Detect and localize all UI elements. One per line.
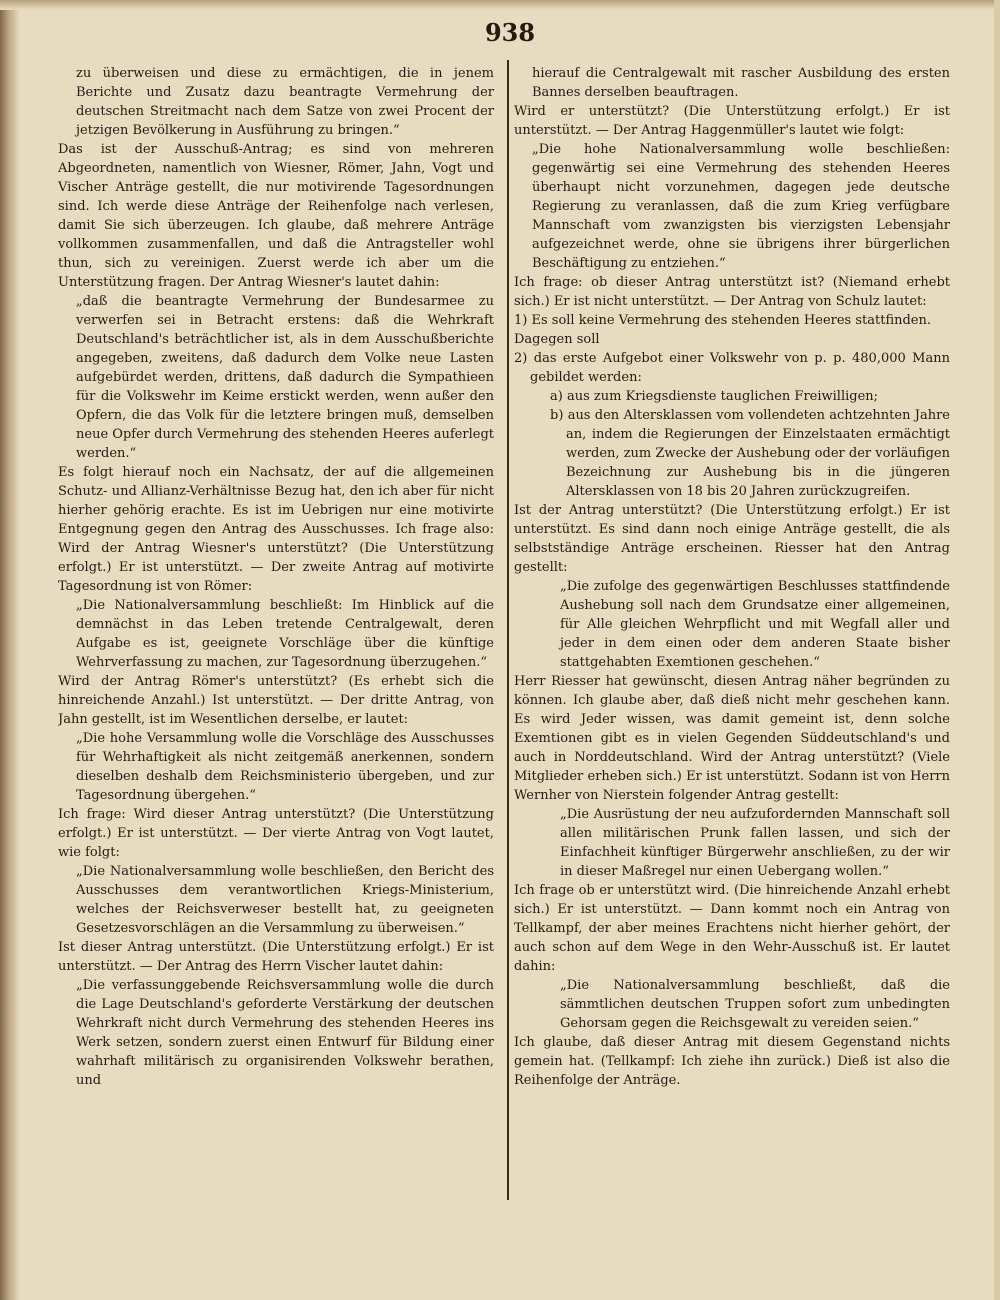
left-column bbox=[58, 64, 494, 1204]
left-paragraph: „Die hohe Versammlung wolle die Vorschläge des Ausschusses für Wehrhaftigkeit als nicht zeitgemäß anerkennen, sondern dieselben deshalb dem Reichsministerio übergeben, und zur Tagesordnung übergehen.“ bbox=[76, 731, 494, 803]
left-paragraph: Wird der Antrag Römer's unterstützt? (Es erhebt sich die hinreichende Anzahl.) Ist unterstützt. — Der dritte Antrag, von Jahn gestellt, ist im Wesentlichen derselbe, er lautet: bbox=[58, 674, 494, 727]
right-paragraph: Ich glaube, daß dieser Antrag mit diesem Gegenstand nichts gemein hat. (Tellkampf: Ich ziehe ihn zurück.) Dieß ist also die Reihenfolge der Anträge. bbox=[514, 1035, 950, 1088]
left-paragraph: Es folgt hierauf noch ein Nachsatz, der auf die allgemeinen Schutz- und Allianz-Verhältnisse Bezug hat, den ich aber für nicht hierher gehörig erachte. Es ist im Uebrigen nur eine motivirte Entgegnung gegen den Antrag des Ausschusses. Ich frage also: Wird der Antrag Wiesner's unterstützt? (Die Unterstützung erfolgt.) Er ist unterstützt. — Der zweite Antrag auf motivirte Tagesordnung ist von Römer: bbox=[58, 465, 494, 594]
left-paragraph: „daß die beantragte Vermehrung der Bundesarmee zu verwerfen sei in Betracht erstens: daß die Wehrkraft Deutschland's beträchtlicher ist, als in dem Ausschußberichte angegeben, zweitens, daß dadurch dem Volke neue Lasten aufgebürdet werden, drittens, daß dadurch die Sympathieen für die Volkswehr im Keime erstickt werden, wenn außer den Opfern, die das Volk für die letztere bringen muß, demselben neue Opfer durch Vermehrung des stehenden Heeres auferlegt werden.“ bbox=[76, 294, 494, 461]
right-paragraph: hierauf die Centralgewalt mit rascher Ausbildung des ersten Bannes derselben beauftragen. bbox=[532, 66, 950, 100]
right-paragraph: Ich frage: ob dieser Antrag unterstützt ist? (Niemand erhebt sich.) Er ist nicht unterstützt. — Der Antrag von Schulz lautet: bbox=[514, 275, 950, 309]
left-paragraph: „Die Nationalversammlung beschließt: Im Hinblick auf die demnächst in das Leben tretende Centralgewalt, deren Aufgabe es ist, geeignete Vorschläge über die künftige Wehrverfassung zu machen, zur Tagesordnung überzugehen.“ bbox=[76, 598, 494, 670]
right-paragraph: „Die Nationalversammlung beschließt, daß die sämmtlichen deutschen Truppen sofort zum unbedingten Gehorsam gegen die Reichsgewalt zu vereiden seien.“ bbox=[560, 978, 950, 1031]
left-paragraph: „Die verfassunggebende Reichsversammlung wolle die durch die Lage Deutschland's geforderte Verstärkung der deutschen Wehrkraft nicht durch Vermehrung des stehenden Heeres ins Werk setzen, sondern zuerst einen Entwurf für Bildung einer wahrhaft militärisch zu organisirenden Volkswehr berathen, und bbox=[76, 978, 494, 1088]
right-paragraph: Ich frage ob er unterstützt wird. (Die hinreichende Anzahl erhebt sich.) Er ist unterstützt. — Dann kommt noch ein Antrag von Tellkampf, der aber meines Erachtens nicht hierher gehört, der auch schon auf dem Wege in den Wehr-Ausschuß ist. Er lautet dahin: bbox=[514, 883, 950, 974]
right-paragraph: Herr Riesser hat gewünscht, diesen Antrag näher begründen zu können. Ich glaube aber, daß dieß nicht mehr geschehen kann. Es wird Jeder wissen, was damit gemeint ist, denn solche Exemtionen gibt es in vielen Gegenden Süddeutschland's und auch in Norddeutschland. Wird der Antrag unterstützt? (Viele Mitglieder erheben sich.) Er ist unterstützt. Sodann ist von Herrn Wernher von Nierstein folgender Antrag gestellt: bbox=[514, 674, 950, 803]
right-paragraph: Ist der Antrag unterstützt? (Die Unterstützung erfolgt.) Er ist unterstützt. Es sind dann noch einige Anträge gestellt, die als selbstständige Anträge erscheinen. Riesser hat den Antrag gestellt: bbox=[514, 503, 950, 575]
right-paragraph: a) aus zum Kriegsdienste tauglichen Freiwilligen; bbox=[550, 389, 879, 404]
left-paragraph: Ich frage: Wird dieser Antrag unterstützt? (Die Unterstützung erfolgt.) Er ist unterstützt. — Der vierte Antrag von Vogt lautet, wie folgt: bbox=[58, 807, 494, 860]
binding-shadow bbox=[0, 0, 20, 1300]
right-paragraph: „Die hohe Nationalversammlung wolle beschließen: gegenwärtig sei eine Vermehrung des stehenden Heeres überhaupt nicht vorzunehmen, dagegen jede deutsche Regierung zu veranlassen, daß die zum Krieg verfügbare Mannschaft vom zwanzigsten bis vierzigsten Lebensjahr aufgezeichnet werde, ohne sie übrigens ihrer bürgerlichen Beschäftigung zu entziehen.“ bbox=[532, 142, 950, 271]
right-column bbox=[514, 64, 950, 1204]
column-divider bbox=[507, 60, 509, 1200]
right-paragraph: b) aus den Altersklassen vom vollendeten achtzehnten Jahre an, indem die Regierungen der Einzelstaaten ermächtigt werden, zum Zwecke der Aushebung oder der vorläufigen Bezeichnung zur Aushebung bis in die jüngeren Altersklassen von 18 bis 20 Jahren zurückzugreifen. bbox=[550, 408, 950, 499]
right-paragraph: 1) Es soll keine Vermehrung des stehenden Heeres stattfinden. bbox=[514, 313, 932, 328]
right-paragraph: „Die Ausrüstung der neu aufzufordernden Mannschaft soll allen militärischen Prunk fallen lassen, und sich der Einfachheit künftiger Bürgerwehr anschließen, zu der wir in dieser Maßregel nur einen Uebergang wollen.“ bbox=[560, 807, 950, 879]
right-paragraph: Dagegen soll bbox=[514, 332, 600, 347]
left-paragraph: zu überweisen und diese zu ermächtigen, die in jenem Berichte und Zusatz dazu beantragte Vermehrung der deutschen Streitmacht nach dem Satze von zwei Procent der jetzigen Bevölkerung in Ausführung zu bringen.“ bbox=[76, 66, 494, 138]
right-paragraph: „Die zufolge des gegenwärtigen Beschlusses stattfindende Aushebung soll nach dem Grundsatze einer allgemeinen, für Alle gleichen Wehrpflicht und mit Wegfall aller und jeder in dem einen oder dem anderen Staate bisher stattgehabten Exemtionen geschehen.“ bbox=[560, 579, 950, 670]
left-paragraph: Das ist der Ausschuß-Antrag; es sind von mehreren Abgeordneten, namentlich von Wiesner, Römer, Jahn, Vogt und Vischer Anträge gestellt, die nur motivirende Tagesordnungen sind. Ich werde diese Anträge der Reihenfolge nach verlesen, damit Sie sich überzeugen. Ich glaube, daß mehrere Anträge vollkommen zusammenfallen, und daß die Antragsteller wohl thun, sich zu vereinigen. Zuerst werde ich aber um die Unterstützung fragen. Der Antrag Wiesner's lautet dahin: bbox=[58, 142, 494, 290]
right-paragraph: 2) das erste Aufgebot einer Volkswehr von p. p. 480,000 Mann gebildet werden: bbox=[514, 351, 950, 385]
top-edge bbox=[0, 0, 1000, 10]
right-edge bbox=[994, 0, 1000, 1300]
right-paragraph: Wird er unterstützt? (Die Unterstützung erfolgt.) Er ist unterstützt. — Der Antrag Haggenmüller's lautet wie folgt: bbox=[514, 104, 950, 138]
left-paragraph: Ist dieser Antrag unterstützt. (Die Unterstützung erfolgt.) Er ist unterstützt. — Der Antrag des Herrn Vischer lautet dahin: bbox=[58, 940, 494, 974]
page-number: 938 bbox=[484, 18, 536, 47]
left-paragraph: „Die Nationalversammlung wolle beschließen, den Bericht des Ausschusses dem verantwortlichen Kriegs-Ministerium, welches der Reichsverweser bestellt hat, zu geeigneten Gesetzesvorschlägen an die Versammlung zu überweisen.“ bbox=[76, 864, 494, 936]
